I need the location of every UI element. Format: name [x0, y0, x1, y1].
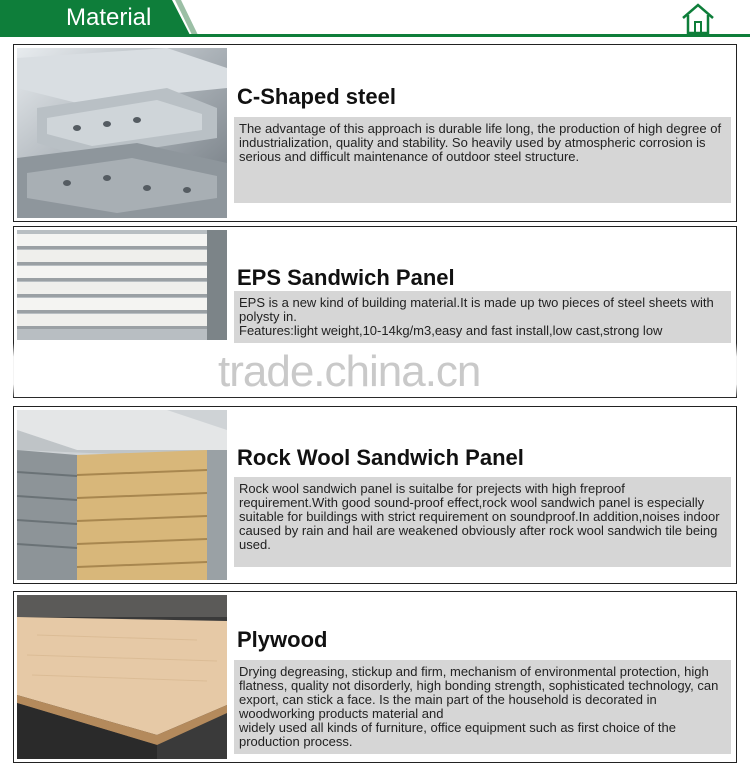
- rock-wool-sandwich-panel-photo: [17, 410, 227, 580]
- product-name: C-Shaped steel: [237, 84, 396, 109]
- watermark-text: trade.china.cn: [218, 347, 481, 396]
- home-icon[interactable]: [680, 2, 716, 34]
- header-rule: [0, 34, 750, 37]
- product-name: Plywood: [237, 627, 328, 652]
- product-card: [13, 406, 737, 584]
- product-name: Rock Wool Sandwich Panel: [237, 445, 524, 470]
- product-card: [13, 44, 737, 222]
- product-description: Rock wool sandwich panel is suitalbe for prejects with high freproof requirement.With good sound-proof effect,rock wool sandwich panel is especially suitable for buildings with strict requirement on soundproof.In addition,noises indoor caused by rain and hail are weakened obviously after rock wool sandwich tile being used.: [234, 477, 731, 567]
- product-description: EPS is a new kind of building material.It is made up two pieces of steel sheets with polysty in. Features:light weight,10-14kg/m3,easy and fast install,low cast,strong low: [234, 291, 731, 343]
- product-description: Drying degreasing, stickup and firm, mechanism of environmental protection, high flatness, quality not disorderly, high bonding strength, sophisticated technology, can export, can stick a face. Is the main part of the household is decorated in woodworking products material and widely used all kinds of furniture, office equipment such as first choice of the production process.: [234, 660, 731, 754]
- c-shaped-steel-photo: [17, 48, 227, 218]
- eps-sandwich-panel-photo: [17, 230, 227, 340]
- product-name: EPS Sandwich Panel: [237, 265, 455, 290]
- product-description: The advantage of this approach is durable life long, the production of high degree of industrialization, quality and stability. So heavily used by atmospheric corrosion is serious and difficult maintenance of outdoor steel structure.: [234, 117, 731, 203]
- plywood-photo: [17, 595, 227, 759]
- section-header: [0, 0, 750, 38]
- watermark-band: [0, 343, 750, 398]
- product-card: [13, 591, 737, 763]
- section-title: Material: [66, 4, 152, 31]
